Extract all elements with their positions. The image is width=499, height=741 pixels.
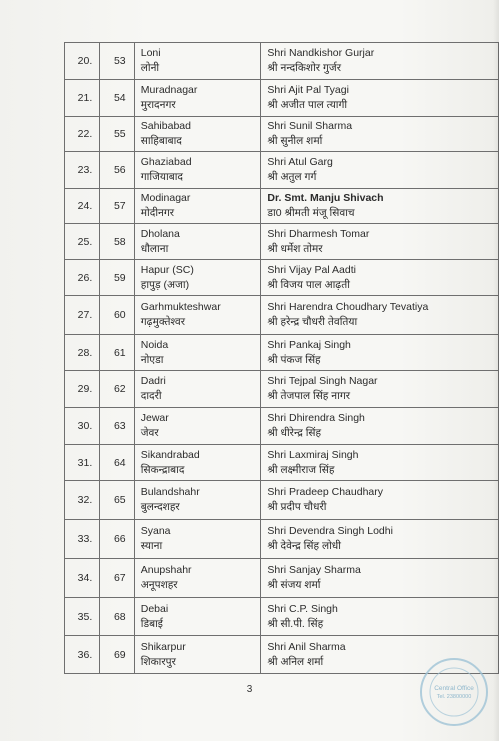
constituency-name-hindi: बुलन्दशहर — [140, 501, 180, 513]
constituency-name-english: Syana — [140, 525, 171, 537]
serial-number: 27. — [65, 296, 100, 335]
constituency-number: 63 — [99, 408, 134, 445]
stamp-line-2: Tel. 23800000 — [436, 694, 472, 700]
serial-number: 28. — [65, 335, 100, 371]
candidate-name-hindi: श्री प्रदीप चौधरी — [267, 501, 327, 513]
constituency-cell — [134, 152, 261, 189]
candidate-name-english: Shri Sanjay Sharma — [267, 564, 361, 576]
serial-number: 20. — [65, 43, 100, 80]
candidate-table — [64, 42, 499, 674]
constituency-name-hindi: लोनी — [140, 62, 160, 74]
candidate-cell — [261, 152, 499, 189]
candidate-name-english: Shri Anil Sharma — [267, 640, 346, 653]
candidate-name-english: Shri Dharmesh Tomar — [267, 227, 370, 240]
candidate-name-hindi: श्री संजय शर्मा — [267, 579, 321, 591]
table-row — [65, 80, 499, 117]
candidate-cell — [261, 445, 499, 481]
candidate-name-hindi: श्री तेजपाल सिंह नागर — [267, 390, 351, 402]
candidate-name-english: Shri Devendra Singh Lodhi — [267, 525, 393, 537]
candidate-name-hindi: श्री नन्दकिशोर गुर्जर — [267, 62, 341, 74]
serial-number: 33. — [65, 520, 100, 559]
constituency-name-english: Shikarpur — [140, 640, 186, 653]
constituency-name-english: Loni — [140, 47, 161, 59]
constituency-cell — [134, 296, 261, 335]
constituency-cell — [134, 335, 261, 371]
constituency-name-english: Dholana — [140, 227, 180, 240]
constituency-cell — [134, 224, 261, 260]
constituency-name-english: Modinagar — [140, 192, 191, 204]
candidate-name-english: Shri Pradeep Chaudhary — [267, 486, 383, 498]
constituency-cell — [134, 445, 261, 481]
candidate-name-english: Shri Atul Garg — [267, 156, 333, 168]
candidate-name-english: Shri Tejpal Singh Nagar — [267, 375, 378, 387]
serial-number: 26. — [65, 260, 100, 296]
candidate-name-english: Shri Harendra Choudhary Tevatiya — [267, 301, 429, 313]
constituency-name-english: Garhmukteshwar — [140, 301, 221, 313]
constituency-number: 53 — [99, 43, 134, 80]
candidate-name-english: Shri Dhirendra Singh — [267, 412, 365, 424]
serial-number: 23. — [65, 152, 100, 189]
constituency-name-hindi: अनूपशहर — [140, 579, 178, 591]
candidate-name-hindi: श्री विजय पाल आढ़ती — [267, 278, 350, 291]
serial-number: 36. — [65, 636, 100, 674]
constituency-name-hindi: गढ़मुक्तेश्वर — [140, 316, 186, 328]
constituency-name-english: Muradnagar — [140, 84, 198, 96]
constituency-name-english: Debai — [140, 602, 169, 615]
serial-number: 34. — [65, 559, 100, 598]
candidate-cell — [261, 371, 499, 408]
table-row — [65, 520, 499, 559]
candidate-cell — [261, 296, 499, 335]
table-row — [65, 43, 499, 80]
candidate-cell — [261, 117, 499, 152]
constituency-cell — [134, 520, 261, 559]
candidate-name-english: Shri Pankaj Singh — [267, 338, 351, 351]
candidate-cell — [261, 224, 499, 260]
table-row — [65, 445, 499, 481]
constituency-name-english: Anupshahr — [140, 564, 192, 576]
constituency-cell — [134, 189, 261, 224]
constituency-cell — [134, 481, 261, 520]
candidate-cell — [261, 43, 499, 80]
constituency-name-english: Noida — [140, 338, 169, 351]
table-row — [65, 296, 499, 335]
constituency-name-english: Sikandrabad — [140, 448, 200, 461]
constituency-number: 59 — [99, 260, 134, 296]
serial-number: 21. — [65, 80, 100, 117]
candidate-name-hindi: श्री देवेन्द्र सिंह लोधी — [267, 540, 341, 552]
constituency-name-hindi: धौलाना — [140, 242, 169, 255]
candidate-cell — [261, 260, 499, 296]
candidate-name-hindi: श्री हरेन्द्र चौधरी तेवतिया — [267, 316, 358, 328]
table-row — [65, 371, 499, 408]
constituency-cell — [134, 80, 261, 117]
candidate-cell — [261, 520, 499, 559]
office-seal-stamp — [418, 656, 490, 728]
candidate-name-hindi: श्री सुनील शर्मा — [267, 135, 323, 147]
candidate-name-hindi: श्री पंकज सिंह — [267, 353, 321, 366]
constituency-cell — [134, 371, 261, 408]
candidate-name-english: Shri C.P. Singh — [267, 602, 338, 615]
table-row — [65, 335, 499, 371]
candidate-name-hindi: श्री लक्ष्मीराज सिंह — [267, 463, 335, 476]
table-row — [65, 408, 499, 445]
serial-number: 29. — [65, 371, 100, 408]
constituency-cell — [134, 636, 261, 674]
constituency-number: 54 — [99, 80, 134, 117]
candidate-table-body — [65, 43, 499, 674]
constituency-number: 66 — [99, 520, 134, 559]
constituency-name-hindi: डिबाई — [140, 617, 163, 630]
constituency-cell — [134, 43, 261, 80]
constituency-cell — [134, 117, 261, 152]
candidate-name-hindi: श्री धर्मेश तोमर — [267, 242, 323, 255]
constituency-name-hindi: दादरी — [140, 390, 162, 402]
page-edge-shadow — [493, 0, 499, 741]
constituency-name-hindi: शिकारपुर — [140, 655, 176, 668]
constituency-name-english: Ghaziabad — [140, 156, 192, 168]
constituency-cell — [134, 260, 261, 296]
serial-number: 22. — [65, 117, 100, 152]
candidate-name-hindi: श्री सी.पी. सिंह — [267, 617, 324, 630]
constituency-name-english: Dadri — [140, 375, 166, 387]
constituency-name-hindi: सिकन्द्राबाद — [140, 463, 185, 476]
page-number: 3 — [246, 684, 253, 695]
table-row — [65, 117, 499, 152]
constituency-name-hindi: साहिबाबाद — [140, 135, 182, 147]
candidate-cell — [261, 481, 499, 520]
table-row — [65, 224, 499, 260]
candidate-cell — [261, 598, 499, 636]
constituency-name-hindi: गाजियाबाद — [140, 171, 183, 183]
serial-number: 32. — [65, 481, 100, 520]
candidate-name-english: Dr. Smt. Manju Shivach — [267, 192, 384, 204]
candidate-cell — [261, 335, 499, 371]
constituency-number: 64 — [99, 445, 134, 481]
constituency-name-english: Sahibabad — [140, 120, 191, 132]
constituency-name-hindi: हापुड़ (अजा) — [140, 278, 190, 291]
constituency-number: 68 — [99, 598, 134, 636]
serial-number: 35. — [65, 598, 100, 636]
constituency-cell — [134, 559, 261, 598]
table-row — [65, 260, 499, 296]
candidate-cell — [261, 189, 499, 224]
constituency-name-hindi: नोएडा — [140, 353, 164, 366]
constituency-number: 69 — [99, 636, 134, 674]
candidate-name-hindi: डा0 श्रीमती मंजू सिवाच — [267, 207, 355, 219]
constituency-cell — [134, 598, 261, 636]
candidate-cell — [261, 408, 499, 445]
candidate-name-english: Shri Nandkishor Gurjar — [267, 47, 375, 59]
table-row — [65, 481, 499, 520]
candidate-name-hindi: श्री अजीत पाल त्यागी — [267, 99, 348, 111]
table-row — [65, 152, 499, 189]
constituency-number: 62 — [99, 371, 134, 408]
candidate-cell — [261, 80, 499, 117]
table-row — [65, 559, 499, 598]
constituency-cell — [134, 408, 261, 445]
serial-number: 30. — [65, 408, 100, 445]
table-row — [65, 598, 499, 636]
candidate-name-hindi: श्री धीरेन्द्र सिंह — [267, 427, 322, 439]
serial-number: 31. — [65, 445, 100, 481]
candidate-name-english: Shri Ajit Pal Tyagi — [267, 84, 349, 96]
candidate-name-hindi: श्री अतुल गर्ग — [267, 171, 317, 183]
constituency-number: 67 — [99, 559, 134, 598]
constituency-number: 65 — [99, 481, 134, 520]
constituency-name-hindi: जेवर — [140, 427, 159, 439]
serial-number: 25. — [65, 224, 100, 260]
constituency-number: 57 — [99, 189, 134, 224]
constituency-number: 60 — [99, 296, 134, 335]
constituency-name-english: Jewar — [140, 412, 169, 424]
candidate-name-english: Shri Laxmiraj Singh — [267, 448, 359, 461]
constituency-name-english: Bulandshahr — [140, 486, 200, 498]
constituency-number: 61 — [99, 335, 134, 371]
constituency-name-english: Hapur (SC) — [140, 263, 194, 276]
constituency-number: 58 — [99, 224, 134, 260]
candidate-name-english: Shri Vijay Pal Aadti — [267, 263, 356, 276]
candidate-cell — [261, 559, 499, 598]
constituency-name-hindi: स्याना — [140, 540, 163, 552]
stamp-line-1: Central Office — [434, 685, 474, 692]
constituency-number: 56 — [99, 152, 134, 189]
constituency-name-hindi: मोदीनगर — [140, 207, 175, 219]
candidate-name-english: Shri Sunil Sharma — [267, 120, 353, 132]
constituency-number: 55 — [99, 117, 134, 152]
candidate-name-hindi: श्री अनिल शर्मा — [267, 655, 324, 668]
serial-number: 24. — [65, 189, 100, 224]
constituency-name-hindi: मुरादनगर — [140, 99, 176, 111]
table-row — [65, 189, 499, 224]
